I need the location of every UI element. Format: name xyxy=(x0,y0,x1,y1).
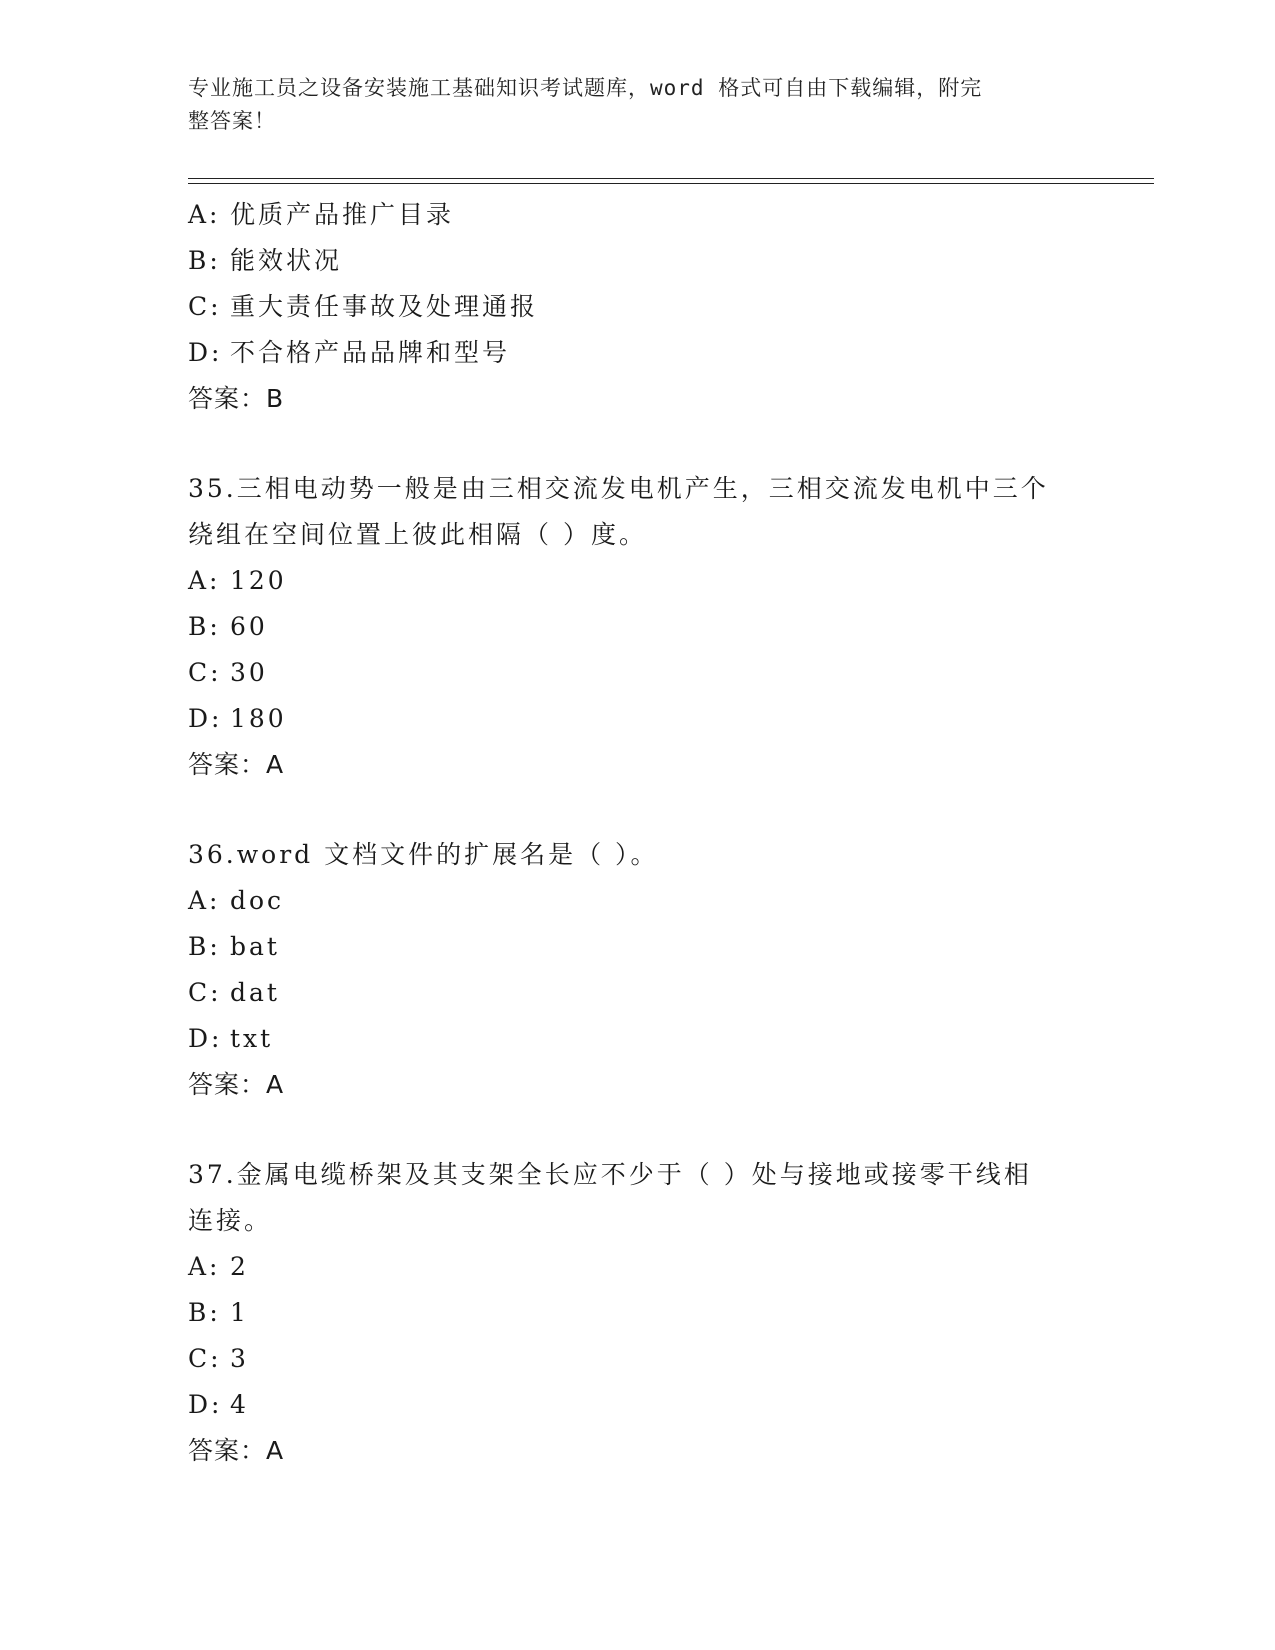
option-b: B: 60 xyxy=(188,612,268,641)
question-text-line-2: 绕组在空间位置上彼此相隔（ ）度。 xyxy=(188,520,647,549)
option-a: A: 优质产品推广目录 xyxy=(188,200,455,229)
option-d: D: 不合格产品品牌和型号 xyxy=(188,338,511,367)
question-text-line-2: 连接。 xyxy=(188,1206,273,1235)
option-d: D: txt xyxy=(188,1024,274,1053)
answer-line: 答案：A xyxy=(188,1070,285,1099)
document-header xyxy=(188,72,1088,138)
question-text-line-1: 37.金属电缆桥架及其支架全长应不少于（ ）处与接地或接零干线相 xyxy=(188,1160,1032,1189)
answer-line: 答案：A xyxy=(188,1436,285,1465)
header-line-2: 整答案！ xyxy=(188,109,276,133)
answer-line: 答案：A xyxy=(188,750,285,779)
question-text-line-1: 36.word 文档文件的扩展名是（ ）。 xyxy=(188,840,659,869)
question-block-35 xyxy=(188,466,1088,788)
option-a: A: doc xyxy=(188,886,285,915)
option-a: A: 120 xyxy=(188,566,287,595)
question-list xyxy=(188,192,1088,1474)
option-c: C: 30 xyxy=(188,658,268,687)
question-block-36 xyxy=(188,832,1088,1108)
option-b: B: 能效状况 xyxy=(188,246,343,275)
answer-line: 答案：B xyxy=(188,384,285,413)
header-line-1: 专业施工员之设备安装施工基础知识考试题库，word 格式可自由下载编辑，附完 xyxy=(188,76,983,100)
option-c: C: 3 xyxy=(188,1344,249,1373)
question-block-37 xyxy=(188,1152,1088,1474)
option-c: C: 重大责任事故及处理通报 xyxy=(188,292,539,321)
question-text-line-1: 35.三相电动势一般是由三相交流发电机产生，三相交流发电机中三个 xyxy=(188,474,1049,503)
option-a: A: 2 xyxy=(188,1252,249,1281)
header-divider-top xyxy=(188,178,1154,179)
header-divider-bottom xyxy=(188,183,1154,184)
option-c: C: dat xyxy=(188,978,280,1007)
option-d: D: 180 xyxy=(188,704,287,733)
option-b: B: bat xyxy=(188,932,280,961)
option-b: B: 1 xyxy=(188,1298,249,1327)
question-block-prev xyxy=(188,192,1088,422)
option-d: D: 4 xyxy=(188,1390,249,1419)
